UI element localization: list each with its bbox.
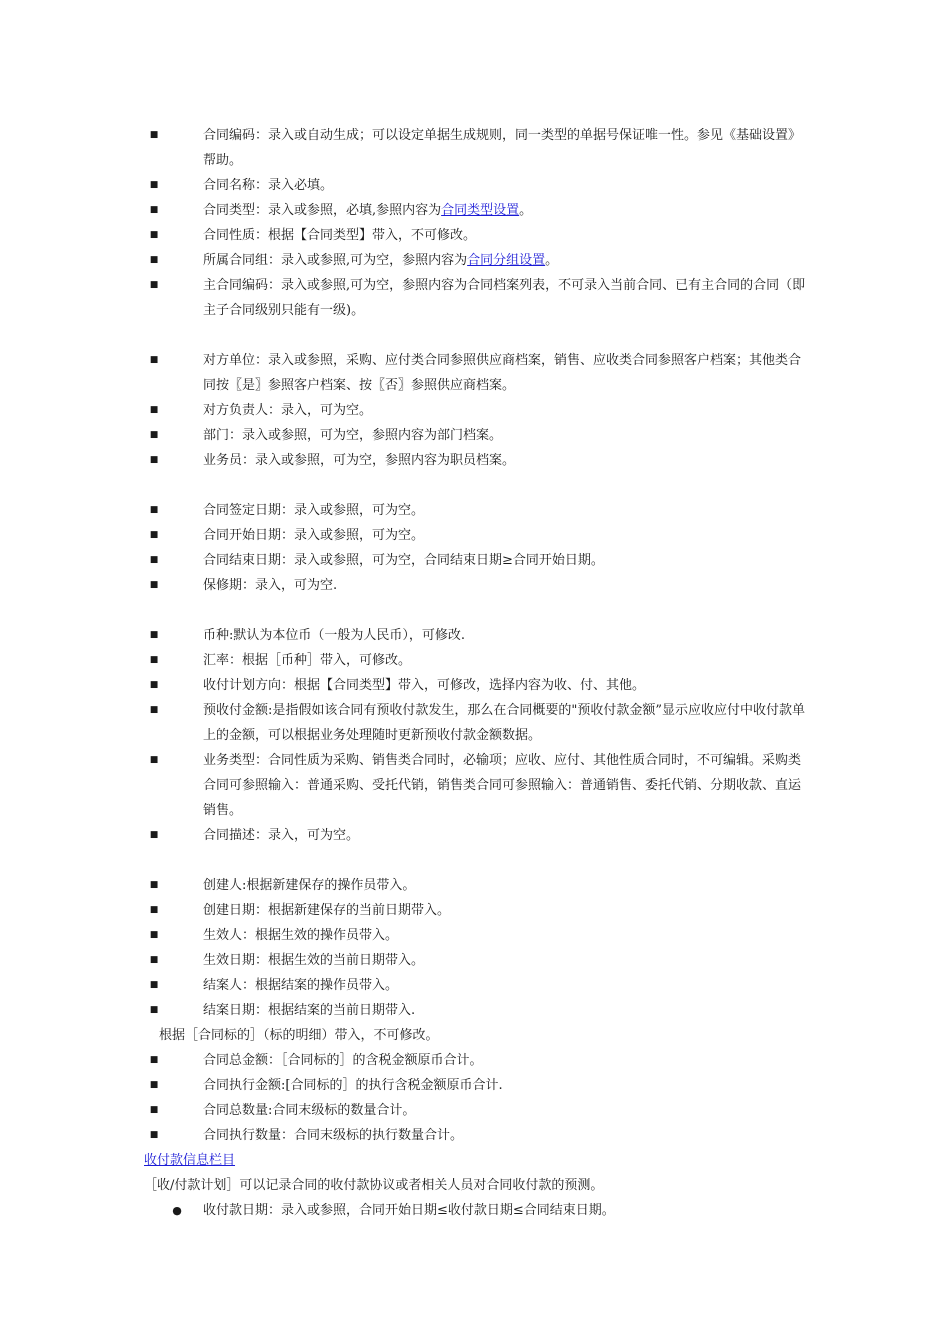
list-item: [0, 1073, 810, 1098]
spacer: [0, 473, 950, 498]
list-item: [0, 348, 810, 398]
contract-type-settings-link[interactable]: 合同类型设置: [441, 203, 520, 218]
spacer: [0, 598, 950, 623]
item-text: 收付款日期：录入或参照，合同开始日期≤收付款日期≤合同结束日期。: [203, 1203, 615, 1218]
list-item: [0, 498, 810, 523]
square-bullet-icon: ■: [149, 1130, 159, 1140]
square-bullet-icon: ■: [149, 530, 159, 540]
list-item-main-contract-code: [0, 273, 810, 323]
square-bullet-icon: ■: [149, 680, 159, 690]
item-text: 合同总金额：［合同标的］的含税金额原币合计。: [203, 1053, 483, 1068]
square-bullet-icon: ■: [149, 355, 159, 365]
square-bullet-icon: ■: [149, 905, 159, 915]
item-text: 主合同编码：录入或参照,可为空，参照内容为合同档案列表，不可录入当前合同、已有主合同的合同（即主子合同级别只能有一级)。: [203, 278, 806, 318]
standalone-note: 根据［合同标的］（标的明细）带入，不可修改。: [159, 1028, 439, 1043]
list-item: [0, 648, 810, 673]
square-bullet-icon: ■: [149, 280, 159, 290]
contract-group-settings-link[interactable]: 合同分组设置: [467, 253, 546, 268]
list-item: [0, 573, 810, 598]
square-bullet-icon: ■: [149, 580, 159, 590]
item-text: 业务类型：合同性质为采购、销售类合同时，必输项；应收、应付、其他性质合同时，不可编辑。采购类合同可参照输入：普通采购、受托代销，销售类合同可参照输入：普通销售、委托代销、分期收款、直运销售。: [203, 753, 802, 818]
list-item: [0, 923, 810, 948]
square-bullet-icon: ■: [149, 455, 159, 465]
item-text: 预收付金额:是指假如该合同有预收付款发生，那么在合同概要的"预收付款金额”显示应收应付中收付款单上的金额，可以根据业务处理随时更新预收付款金额数据。: [203, 703, 806, 743]
item-text: 对方负责人：录入，可为空。: [203, 403, 373, 418]
square-bullet-icon: ■: [149, 205, 159, 215]
square-bullet-icon: ■: [149, 930, 159, 940]
square-bullet-icon: ■: [149, 430, 159, 440]
item-text: 保修期：录入，可为空.: [203, 578, 338, 593]
item-text: 合同性质：根据【合同类型】带入，不可修改。: [203, 228, 477, 243]
list-item-contract-group: [0, 248, 810, 273]
item-text: 收付计划方向：根据【合同类型】带入，可修改，选择内容为收、付、其他。: [203, 678, 646, 693]
item-text: 结案日期：根据结案的当前日期带入.: [203, 1003, 416, 1018]
list-item: [0, 698, 810, 748]
item-text-suffix: 。: [519, 203, 533, 218]
list-item: [0, 523, 810, 548]
item-text: 创建人:根据新建保存的操作员带入。: [203, 878, 416, 893]
item-text: 生效日期：根据生效的当前日期带入。: [203, 953, 425, 968]
item-text: 合同描述：录入，可为空。: [203, 828, 360, 843]
square-bullet-icon: ■: [149, 830, 159, 840]
list-item: [0, 423, 810, 448]
list-item: [0, 873, 810, 898]
square-bullet-icon: ■: [149, 230, 159, 240]
document-body: [0, 123, 950, 1223]
item-text: 合同结束日期：录入或参照，可为空，合同结束日期≥合同开始日期。: [203, 553, 604, 568]
list-item-contract-type: [0, 198, 810, 223]
square-bullet-icon: ■: [149, 1105, 159, 1115]
square-bullet-icon: ■: [149, 505, 159, 515]
list-item: [0, 673, 810, 698]
list-item: [0, 623, 810, 648]
item-text: 合同执行数量：合同末级标的执行数量合计。: [203, 1128, 464, 1143]
list-item-contract-code: [0, 123, 810, 173]
square-bullet-icon: ■: [149, 705, 159, 715]
list-item-contract-name: [0, 173, 810, 198]
item-text: 对方单位：录入或参照，采购、应付类合同参照供应商档案，销售、应收类合同参照客户档案；其他类合同按〖是〗参照客户档案、按〖否〗参照供应商档案。: [203, 353, 802, 393]
square-bullet-icon: ■: [149, 630, 159, 640]
list-item: [0, 998, 810, 1023]
square-bullet-icon: ■: [149, 1055, 159, 1065]
list-item: [0, 398, 810, 423]
item-text: 业务员：录入或参照，可为空，参照内容为职员档案。: [203, 453, 516, 468]
disc-bullet-icon: ●: [172, 1204, 182, 1217]
list-item-payment-date: [0, 1198, 810, 1223]
list-item: [0, 898, 810, 923]
item-text: 汇率：根据［币种］带入，可修改。: [203, 653, 412, 668]
square-bullet-icon: ■: [149, 755, 159, 765]
square-bullet-icon: ■: [149, 405, 159, 415]
list-item: [0, 973, 810, 998]
item-text-suffix: 。: [545, 253, 559, 268]
square-bullet-icon: ■: [149, 980, 159, 990]
item-text: 合同开始日期：录入或参照，可为空。: [203, 528, 425, 543]
list-item: [0, 548, 810, 573]
square-bullet-icon: ■: [149, 880, 159, 890]
section-title-link-wrapper: [0, 1148, 950, 1173]
spacer: [0, 323, 950, 348]
list-item: [0, 1098, 810, 1123]
list-item: [0, 1048, 810, 1073]
item-text: 合同名称：录入必填。: [203, 178, 334, 193]
item-text: 创建日期：根据新建保存的当前日期带入。: [203, 903, 451, 918]
item-text: 合同签定日期：录入或参照，可为空。: [203, 503, 425, 518]
item-text: 部门：录入或参照，可为空，参照内容为部门档案。: [203, 428, 503, 443]
section-description: ［收/付款计划］可以记录合同的收付款协议或者相关人员对合同收付款的预测。: [144, 1178, 604, 1193]
item-text: 合同编码：录入或自动生成；可以设定单据生成规则，同一类型的单据号保证唯一性。参见《基础设置》帮助。: [203, 128, 802, 168]
item-text: 合同类型：录入或参照，必填,参照内容为: [203, 203, 442, 218]
square-bullet-icon: ■: [149, 1005, 159, 1015]
list-item: [0, 948, 810, 973]
spacer: [0, 848, 950, 873]
payment-info-section-link[interactable]: 收付款信息栏目: [144, 1153, 236, 1168]
square-bullet-icon: ■: [149, 955, 159, 965]
square-bullet-icon: ■: [149, 1080, 159, 1090]
list-item: [0, 823, 810, 848]
square-bullet-icon: ■: [149, 655, 159, 665]
item-text: 合同执行金额:[合同标的］的执行含税金额原币合计.: [203, 1078, 503, 1093]
square-bullet-icon: ■: [149, 555, 159, 565]
item-text: 生效人：根据生效的操作员带入。: [203, 928, 399, 943]
item-text: 所属合同组：录入或参照,可为空，参照内容为: [203, 253, 468, 268]
list-item: [0, 448, 810, 473]
item-text: 币种:默认为本位币（一般为人民币），可修改.: [203, 628, 466, 643]
item-text: 结案人：根据结案的操作员带入。: [203, 978, 399, 993]
list-item: [0, 748, 810, 823]
list-item-contract-nature: [0, 223, 810, 248]
square-bullet-icon: ■: [149, 130, 159, 140]
square-bullet-icon: ■: [149, 180, 159, 190]
square-bullet-icon: ■: [149, 255, 159, 265]
list-item: [0, 1123, 810, 1148]
item-text: 合同总数量:合同末级标的数量合计。: [203, 1103, 416, 1118]
